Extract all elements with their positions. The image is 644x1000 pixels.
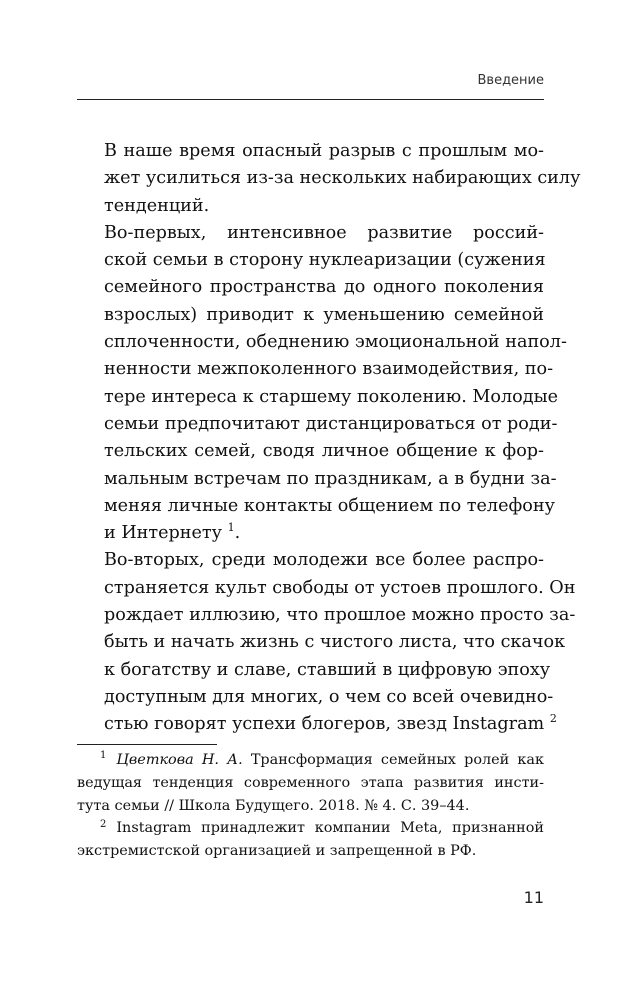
text-line: семейного пространства до одного поколения (104, 277, 544, 298)
footnotes (77, 749, 544, 863)
footnote-number: 2 (100, 818, 107, 830)
text-line: быть и начать жизнь с чистого листа, что скачок (104, 632, 566, 653)
text-line: сплоченности, обеднению эмоциональной напол- (104, 332, 567, 353)
footnote-line: ведущая тенденция современного этапа развития инсти- (77, 774, 544, 791)
footnote-line (77, 749, 544, 772)
text-line: тельских семей, сводя личное общение к фор- (104, 441, 544, 462)
text-line: тенденций. (104, 195, 210, 216)
footnote-1 (77, 749, 544, 817)
text-line: страняется культ свободы от устоев прошлого. Он (104, 577, 576, 598)
footnote-title: Трансформация семейных ролей как (250, 752, 544, 768)
text-line: мальным встречам по праздникам, а в будни за- (104, 468, 557, 489)
footnote-line (77, 817, 544, 840)
footnote-number: 1 (100, 750, 107, 762)
text-line: взрослых) приводит к уменьшению семейной (104, 304, 544, 325)
text-line: В наше время опасный разрыв с прошлым мо- (104, 141, 544, 161)
text-line: меняя личные контакты общением по телефону (104, 495, 555, 516)
footnote-rule (77, 744, 217, 745)
text-line-content: и Интернету (104, 523, 223, 544)
text-line: ской семьи в сторону нуклеаризации (сужения (104, 250, 546, 271)
text-line (77, 520, 544, 547)
text-line: семьи предпочитают дистанцироваться от роди- (104, 413, 558, 434)
text-line: Во-вторых, среди молодежи все более распро- (104, 550, 544, 571)
footnote-ref-2[interactable]: 2 (549, 712, 557, 726)
text-line: жет усилиться из-за нескольких набирающих силу (104, 168, 581, 189)
header-rule (77, 99, 544, 100)
sentence-end: . (234, 523, 241, 544)
text-line: тере интереса к старшему поколению. Молодые (104, 386, 559, 407)
footnote-author: Цветкова Н. А. (116, 752, 243, 768)
paragraph-2 (77, 220, 567, 548)
footnote-line: экстремистской организацией и запрещенной в РФ. (77, 843, 477, 860)
page-number: 11 (523, 888, 544, 907)
footnote-line: тута семьи // Школа Будущего. 2018. № 4. С. 39–44. (77, 797, 470, 814)
footnote-ref-1[interactable]: 1 (227, 521, 235, 535)
text-line-content: стью говорят успехи блогеров, звезд Instagram (104, 714, 545, 735)
text-line: к богатству и славе, ставший в цифровую эпоху (104, 659, 551, 680)
paragraph-3 (77, 547, 576, 738)
footnote-text: Instagram принадлежит компании Meta, признанной (116, 820, 544, 837)
text-line: доступным для многих, о чем со всей очевидно- (104, 686, 554, 707)
body-text (77, 138, 581, 739)
paragraph-1 (77, 138, 581, 220)
text-line: Во-первых, интенсивное развитие россий- (104, 222, 544, 243)
running-head: Введение (477, 73, 544, 88)
text-line: ненности межпоколенного взаимодействия, по- (104, 359, 554, 380)
text-line: рождает иллюзию, что прошлое можно просто за- (104, 605, 576, 626)
footnote-2 (77, 817, 544, 863)
text-line (77, 711, 557, 738)
